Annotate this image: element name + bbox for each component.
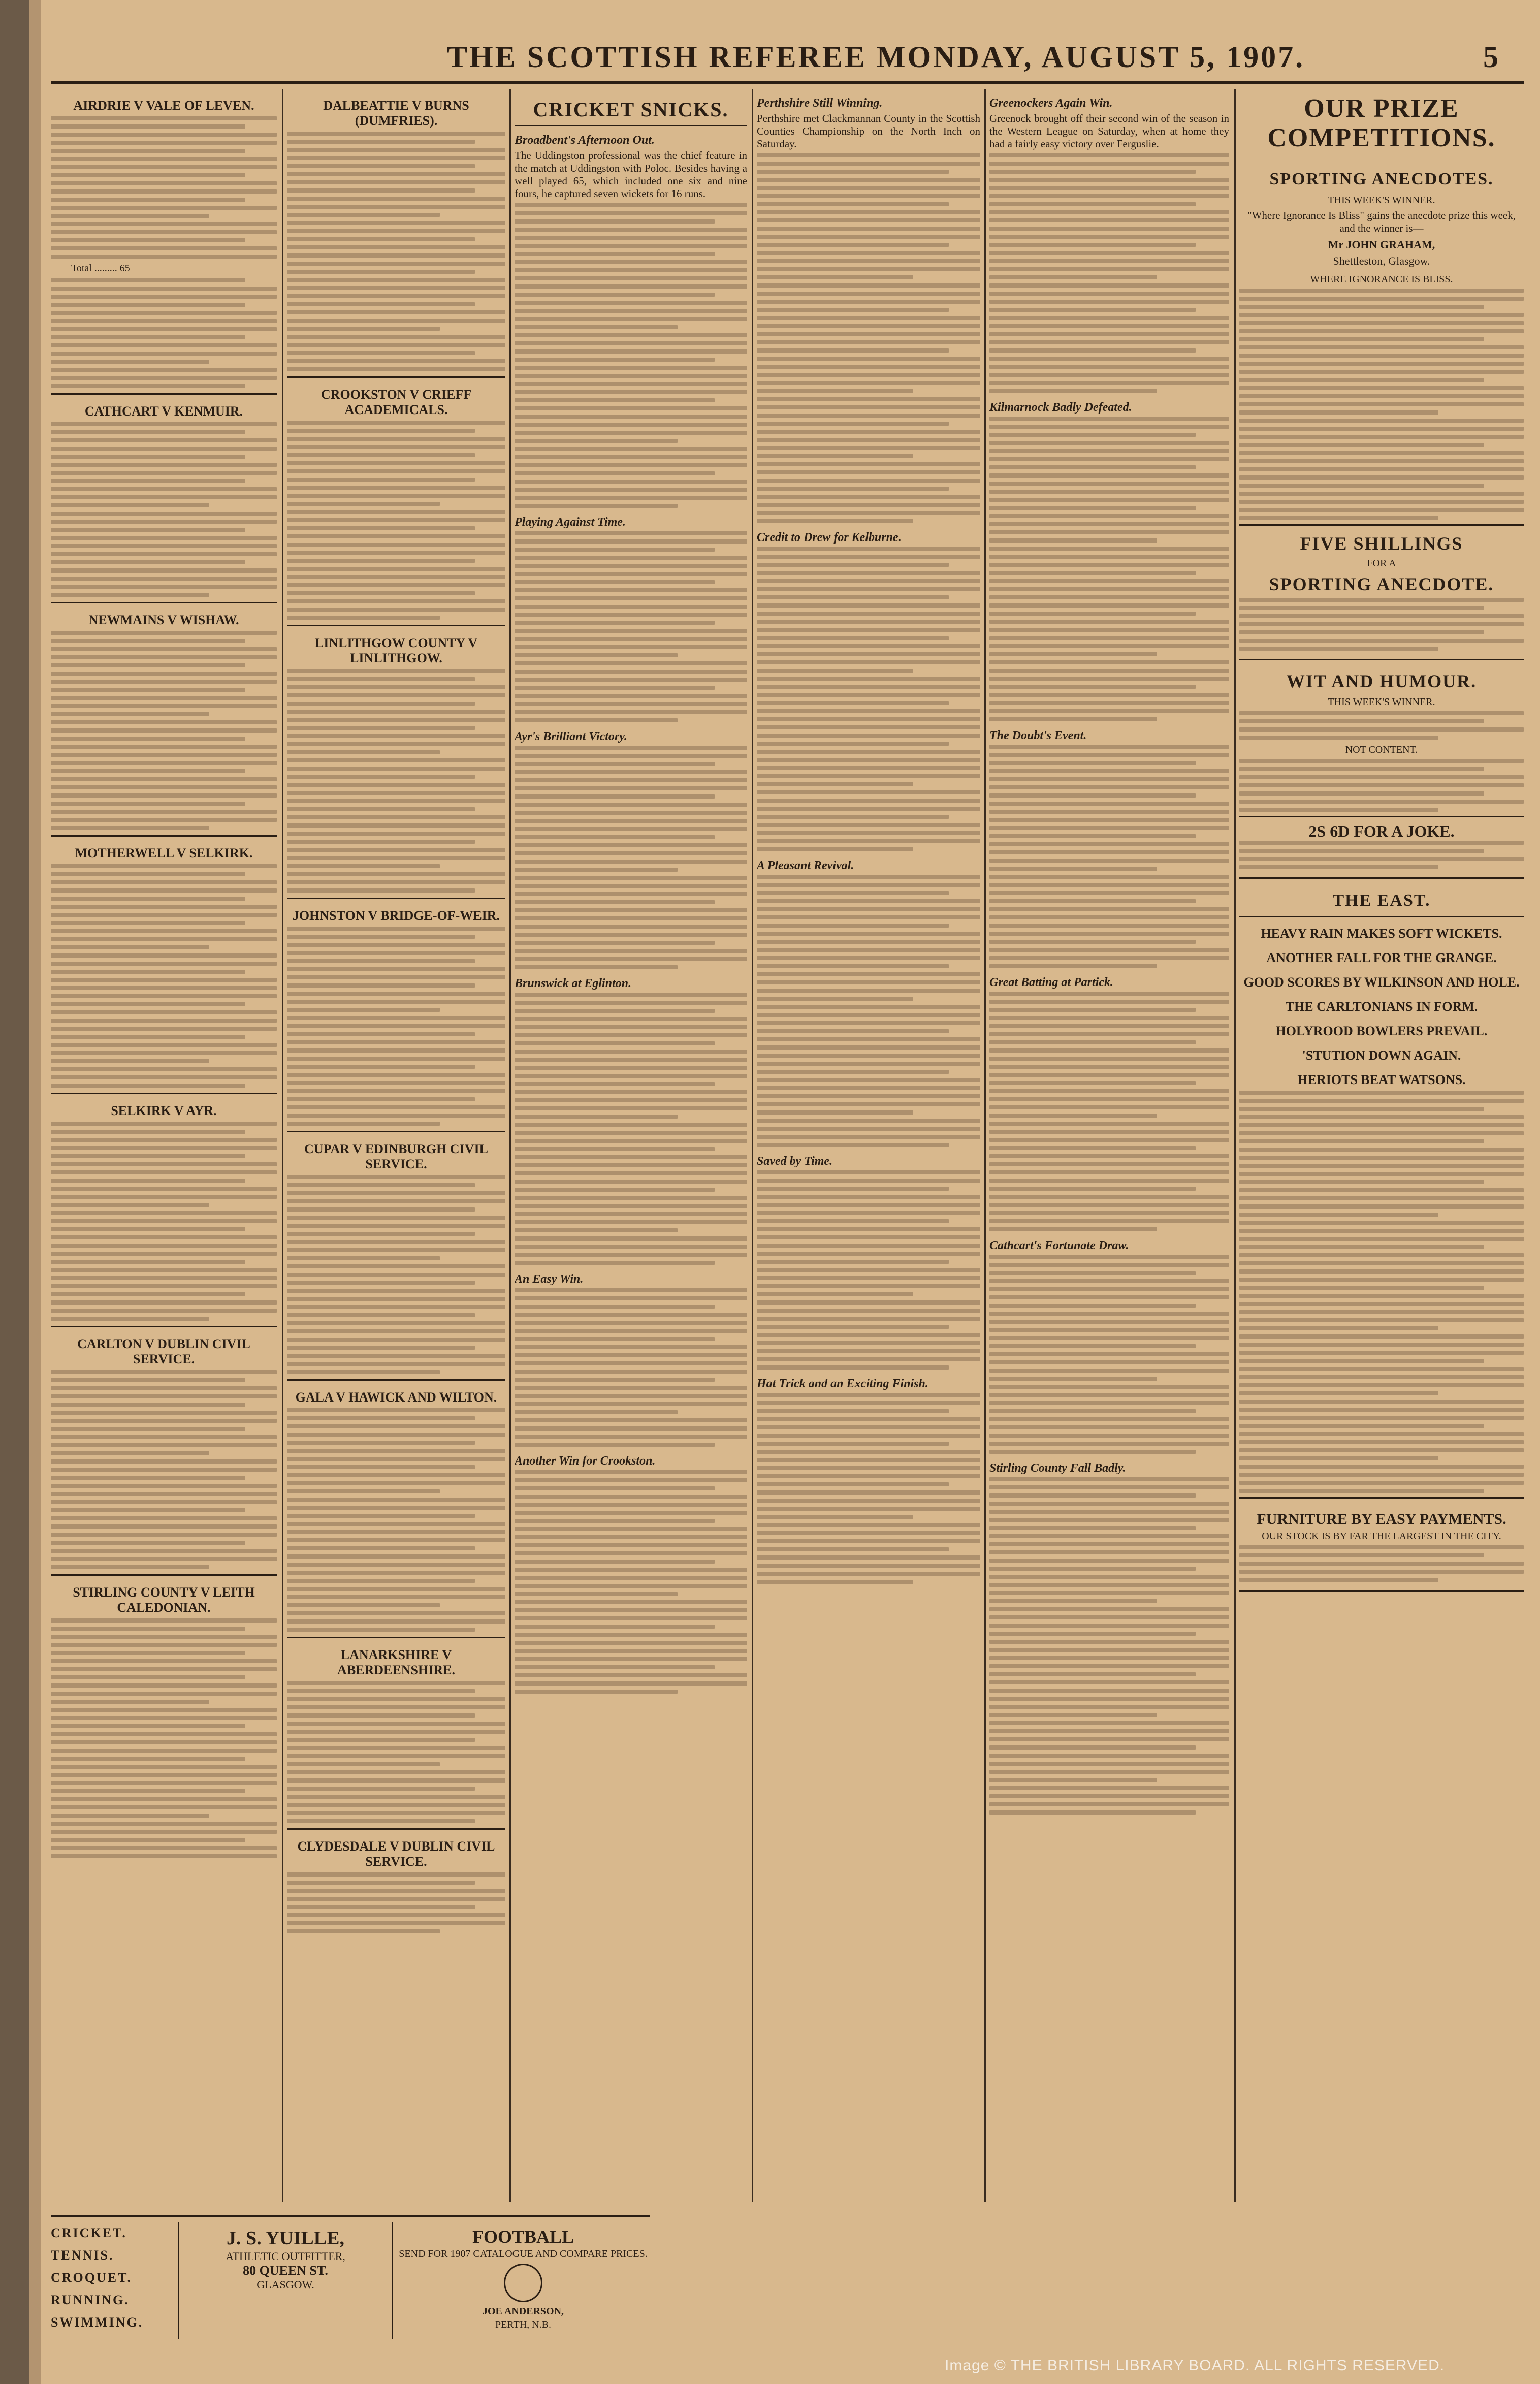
divider — [51, 393, 277, 395]
wit-winner-body — [1239, 711, 1524, 740]
divider — [51, 1326, 277, 1327]
scorecard — [51, 278, 277, 388]
section-title: CRICKET SNICKS. — [533, 98, 729, 121]
wit-humour-title: WIT AND HUMOUR. — [1286, 671, 1477, 691]
divider — [287, 1131, 505, 1132]
winner-name: Mr JOHN GRAHAM, — [1328, 238, 1435, 251]
column-5 — [989, 89, 1229, 2202]
furniture-tagline: OUR STOCK IS BY FAR THE LARGEST IN THE CITY. — [1262, 1531, 1501, 1542]
anecdote-body — [1239, 289, 1524, 520]
column-rule — [984, 89, 986, 2202]
five-shillings-anecdote: SPORTING ANECDOTE. — [1269, 574, 1494, 594]
football-advert — [396, 2222, 650, 2339]
match-heading: NEWMAINS V WISHAW. — [88, 613, 239, 627]
football-title: FOOTBALL — [472, 2227, 574, 2247]
match-heading: CLYDESDALE V DUBLIN CIVIL SERVICE. — [297, 1839, 495, 1869]
article-body — [515, 1288, 747, 1447]
joke-body — [1239, 759, 1524, 812]
article-subhead: Stirling County Fall Badly. — [989, 1461, 1126, 1475]
copyright-watermark: Image © THE BRITISH LIBRARY BOARD. ALL RIGHTS RESERVED. — [945, 2357, 1445, 2374]
article-subhead: Another Win for Crookston. — [515, 1454, 656, 1468]
joke-offer-box — [1239, 816, 1524, 879]
football-town: PERTH, N.B. — [495, 2319, 551, 2330]
article-paragraph: The Uddingston professional was the chief feature in the match at Uddingston with Poloc. Besides having a well played 65, which included one six and nine fours, he captured seven wickets for 16 runs. — [515, 149, 747, 200]
yuille-city: GLASGOW. — [256, 2278, 314, 2291]
furniture-title: FURNITURE BY EASY PAYMENTS. — [1257, 1511, 1506, 1528]
match-heading: STIRLING COUNTY V LEITH CALEDONIAN. — [73, 1585, 255, 1615]
article-subhead: Brunswick at Eglinton. — [515, 977, 632, 990]
innings-total: Total ......... 65 — [71, 263, 130, 274]
match-heading: AIRDRIE V VALE OF LEVEN. — [73, 98, 254, 113]
divider — [287, 625, 505, 626]
article-subhead: Perthshire Still Winning. — [757, 97, 883, 110]
article-body — [515, 531, 747, 722]
article-body — [757, 1393, 980, 1584]
match-heading: LANARKSHIRE V ABERDEENSHIRE. — [337, 1647, 455, 1677]
prize-competitions-title: OUR PRIZE COMPETITIONS. — [1267, 94, 1496, 152]
scorecard — [51, 422, 277, 597]
masthead — [51, 30, 1524, 86]
article-subhead: Kilmarnock Badly Defeated. — [989, 401, 1132, 414]
joke-offer-title: 2S 6D FOR A JOKE. — [1308, 822, 1455, 840]
anecdote-heading: WHERE IGNORANCE IS BLISS. — [1310, 274, 1453, 285]
scorecard — [51, 1618, 277, 1858]
match-heading: SELKIRK V AYR. — [111, 1103, 217, 1118]
yuille-trade: ATHLETIC OUTFITTER, — [226, 2250, 345, 2263]
east-headline: THE CARLTONIANS IN FORM. — [1285, 999, 1478, 1014]
match-heading: LINLITHGOW COUNTY V LINLITHGOW. — [314, 635, 478, 665]
article-subhead: The Doubt's Event. — [989, 729, 1087, 742]
article-body — [515, 746, 747, 969]
article-paragraph: Greenock brought off their second win of the season in the Western League on Saturday, when at home they had a fairly easy victory over Ferguslie. — [989, 112, 1229, 150]
article-body — [989, 992, 1229, 1231]
divider — [287, 1828, 505, 1830]
sport-item: RUNNING. — [51, 2293, 130, 2307]
article-body — [989, 417, 1229, 721]
article-subhead: Broadbent's Afternoon Out. — [515, 134, 655, 147]
scorecard — [51, 1370, 277, 1569]
article-body — [287, 1681, 505, 1823]
east-headline: HEAVY RAIN MAKES SOFT WICKETS. — [1261, 926, 1502, 941]
article-subhead: Ayr's Brilliant Victory. — [515, 730, 628, 743]
winner-quote: "Where Ignorance Is Bliss" gains the anecdote prize this week, and the winner is— — [1247, 209, 1516, 234]
football-seller: JOE ANDERSON, — [482, 2306, 564, 2317]
winner-place: Shettleston, Glasgow. — [1333, 255, 1430, 267]
column-2 — [287, 89, 505, 2202]
divider — [51, 835, 277, 837]
divider — [1239, 916, 1524, 917]
article-body — [757, 153, 980, 523]
offer-conditions — [1239, 598, 1524, 651]
east-report-body — [1239, 1091, 1524, 1493]
divider — [51, 1574, 277, 1576]
match-heading: CATHCART V KENMUIR. — [84, 404, 243, 419]
sport-item: SWIMMING. — [51, 2315, 144, 2330]
east-headline: GOOD SCORES BY WILKINSON AND HOLE. — [1243, 975, 1520, 990]
column-rule — [1234, 89, 1236, 2202]
match-heading: MOTHERWELL V SELKIRK. — [75, 846, 253, 861]
anecdotes-title: SPORTING ANECDOTES. — [1269, 170, 1494, 188]
yuille-name: J. S. YUILLE, — [227, 2228, 344, 2249]
article-body — [989, 1477, 1229, 1815]
scorecard — [287, 421, 505, 620]
article-subhead: Cathcart's Fortunate Draw. — [989, 1239, 1129, 1252]
divider — [287, 898, 505, 899]
article-body — [989, 745, 1229, 968]
furniture-details — [1239, 1545, 1524, 1582]
scorecard — [51, 631, 277, 830]
column-rule — [509, 89, 511, 2202]
article-subhead: A Pleasant Revival. — [757, 859, 854, 872]
article-body — [515, 993, 747, 1265]
article-paragraph: Perthshire met Clackmannan County in the Scottish Counties Championship on the North Inch on Saturday. — [757, 112, 980, 150]
column-rule — [752, 89, 753, 2202]
footer-advertisements — [51, 2215, 650, 2344]
scorecard — [287, 1408, 505, 1632]
divider — [287, 1379, 505, 1381]
article-subhead: Hat Trick and an Exciting Finish. — [757, 1377, 928, 1390]
column-6 — [1239, 89, 1524, 2202]
anecdote-offer-box — [1239, 524, 1524, 660]
football-icon — [504, 2264, 542, 2302]
scorecard — [287, 1175, 505, 1374]
scorecard — [287, 132, 505, 371]
match-heading: DALBEATTIE V BURNS (DUMFRIES). — [323, 98, 469, 128]
article-body — [757, 547, 980, 851]
sports-list — [51, 2222, 173, 2339]
page-number: 5 — [1483, 40, 1498, 74]
match-heading: CUPAR V EDINBURGH CIVIL SERVICE. — [304, 1141, 488, 1171]
sport-item: TENNIS. — [51, 2248, 114, 2263]
the-east-title: THE EAST. — [1332, 891, 1431, 910]
article-body — [989, 153, 1229, 393]
page-binding-edge — [0, 0, 29, 2384]
sport-item: CRICKET. — [51, 2226, 127, 2240]
scorecard — [287, 669, 505, 893]
yuille-advert — [178, 2222, 393, 2339]
page-binding-shadow — [29, 0, 41, 2384]
masthead-rule — [51, 81, 1524, 84]
article-subhead: Playing Against Time. — [515, 516, 626, 529]
divider — [287, 1637, 505, 1638]
article-subhead: Greenockers Again Win. — [989, 97, 1113, 110]
column-3 — [515, 89, 747, 2202]
article-subhead: An Easy Win. — [515, 1273, 584, 1286]
east-headline: HOLYROOD BOWLERS PREVAIL. — [1275, 1024, 1488, 1038]
article-body — [757, 1170, 980, 1370]
article-body — [515, 1470, 747, 1694]
column-4 — [757, 89, 980, 2202]
scorecard — [51, 1122, 277, 1321]
divider — [287, 376, 505, 378]
joke-offer-conditions — [1239, 841, 1524, 869]
column-1 — [51, 89, 277, 2202]
article-subhead: Great Batting at Partick. — [989, 976, 1114, 989]
article-body — [989, 1255, 1229, 1454]
east-headline: 'STUTION DOWN AGAIN. — [1302, 1048, 1461, 1063]
east-headline: ANOTHER FALL FOR THE GRANGE. — [1266, 950, 1497, 965]
article-body — [287, 1872, 505, 1933]
wit-winning-joke: NOT CONTENT. — [1345, 744, 1418, 755]
match-heading: CARLTON V DUBLIN CIVIL SERVICE. — [77, 1337, 250, 1366]
divider — [515, 125, 747, 126]
scorecard — [287, 927, 505, 1126]
scorecard — [51, 116, 277, 259]
article-subhead: Saved by Time. — [757, 1155, 833, 1168]
column-rule — [282, 89, 283, 2202]
divider — [51, 1093, 277, 1094]
article-subhead: Credit to Drew for Kelburne. — [757, 531, 902, 544]
divider — [51, 602, 277, 603]
match-heading: CROOKSTON V CRIEFF ACADEMICALS. — [320, 387, 472, 417]
scorecard — [51, 864, 277, 1088]
five-shillings-title: FIVE SHILLINGS — [1300, 533, 1463, 554]
east-headline: HERIOTS BEAT WATSONS. — [1297, 1072, 1466, 1087]
article-body — [515, 203, 747, 508]
wit-winner-label: THIS WEEK'S WINNER. — [1328, 696, 1435, 708]
five-shillings-for: FOR A — [1367, 558, 1396, 569]
football-catalogue: SEND FOR 1907 CATALOGUE AND COMPARE PRICES. — [399, 2248, 648, 2260]
sport-item: CROQUET. — [51, 2270, 133, 2285]
masthead-title: THE SCOTTISH REFEREE MONDAY, AUGUST 5, 1907. — [447, 40, 1305, 74]
yuille-address: 80 QUEEN ST. — [243, 2263, 328, 2278]
article-body — [757, 875, 980, 1147]
furniture-advert — [1239, 1497, 1524, 1592]
match-heading: JOHNSTON V BRIDGE-OF-WEIR. — [292, 908, 500, 923]
winner-label: THIS WEEK'S WINNER. — [1328, 195, 1435, 206]
match-heading: GALA V HAWICK AND WILTON. — [295, 1390, 497, 1405]
